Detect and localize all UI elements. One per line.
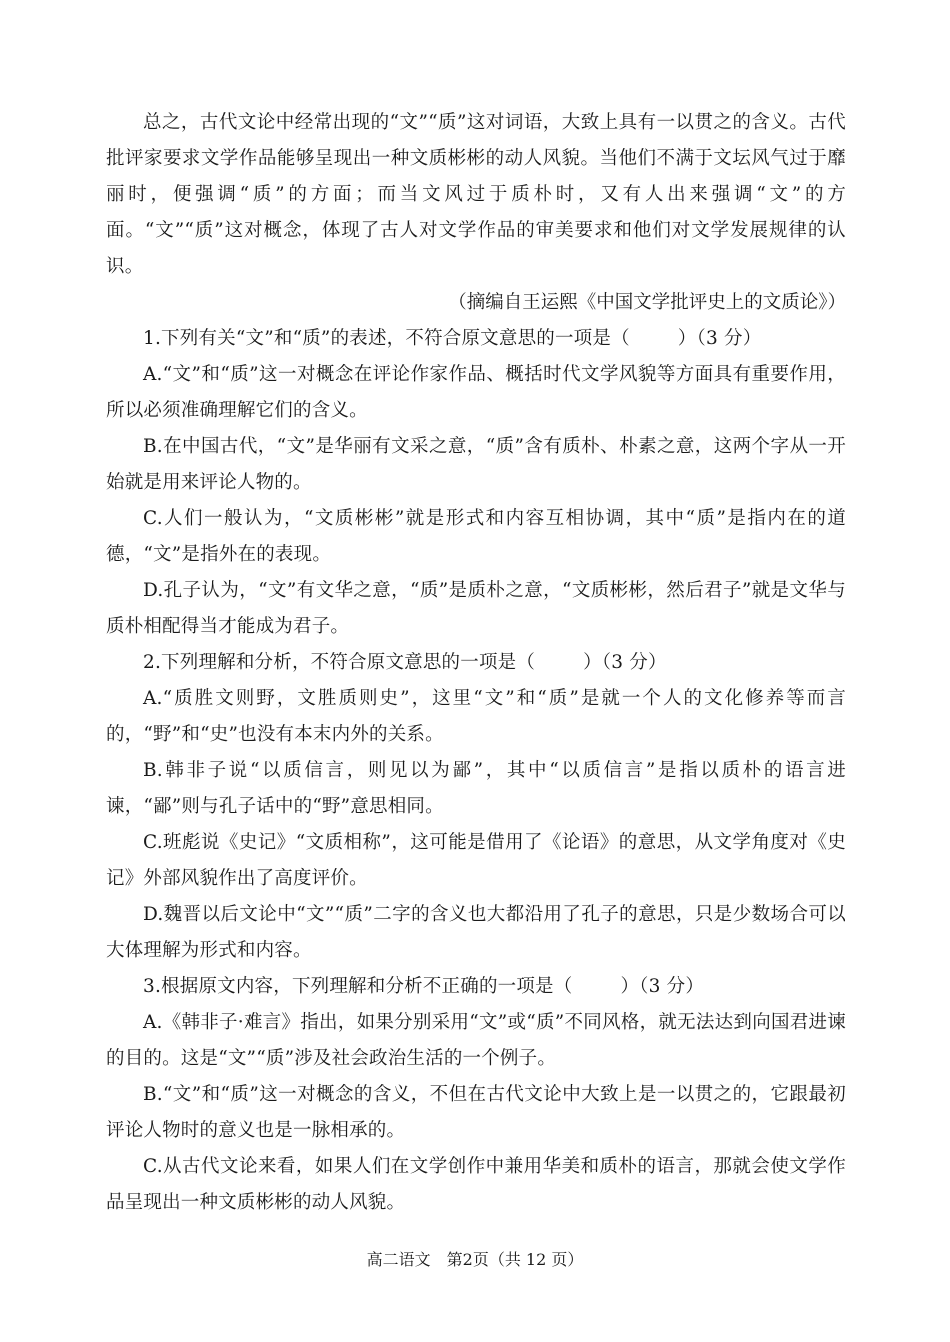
question-1-option-c: C.人们一般认为，“文质彬彬”就是形式和内容互相协调，其中“质”是指内在的道德，“文”是指外在的表现。	[106, 508, 846, 565]
question-3-score: ）（3 分）	[620, 976, 705, 997]
question-1-option-b: B.在中国古代，“文”是华丽有文采之意，“质”含有质朴、朴素之意，这两个字从一开始就是用来评论人物的。	[106, 436, 846, 493]
question-1-stem	[106, 321, 846, 357]
question-2-option-b: B.韩非子说“以质信言，则见以为鄙”，其中“以质信言”是指以质朴的语言进谏，“鄙”则与孔子话中的“野”意思相同。	[106, 760, 846, 817]
question-2-stem	[106, 645, 846, 681]
question-3-option-c: C.从古代文论来看，如果人们在文学创作中兼用华美和质朴的语言，那就会使文学作品呈现出一种文质彬彬的动人风貌。	[106, 1156, 846, 1213]
question-3-option-a: A.《韩非子·难言》指出，如果分别采用“文”或“质”不同风格，就无法达到向国君进谏的目的。这是“文”“质”涉及社会政治生活的一个例子。	[106, 1012, 846, 1069]
question-2-option-a: A.“质胜文则野，文胜质则史”，这里“文”和“质”是就一个人的文化修养等而言的，“野”和“史”也没有本末内外的关系。	[106, 688, 846, 745]
question-3-stem-text: 3.根据原文内容，下列理解和分析不正确的一项是（	[143, 976, 573, 997]
passage-conclusion: 总之，古代文论中经常出现的“文”“质”这对词语，大致上具有一以贯之的含义。古代批评家要求文学作品能够呈现出一种文质彬彬的动人风貌。当他们不满于文坛风气过于靡丽时，便强调“质”的方面；而当文风过于质朴时，又有人出来强调“文”的方面。“文”“质”这对概念，体现了古人对文学作品的审美要求和他们对文学发展规律的认识。	[106, 112, 846, 277]
question-2-option-c: C.班彪说《史记》“文质相称”，这可能是借用了《论语》的意思，从文学角度对《史记》外部风貌作出了高度评价。	[106, 832, 846, 889]
question-1-option-a: A.“文”和“质”这一对概念在评论作家作品、概括时代文学风貌等方面具有重要作用，所以必须准确理解它们的含义。	[106, 364, 846, 421]
question-1-option-d: D.孔子认为，“文”有文华之意，“质”是质朴之意，“文质彬彬，然后君子”就是文华与质朴相配得当才能成为君子。	[106, 580, 846, 637]
page-footer: 高二语文 第2页（共 12 页）	[366, 1250, 584, 1269]
question-1-stem-text: 1.下列有关“文”和“质”的表述，不符合原文意思的一项是（	[143, 328, 630, 349]
question-2-stem-text: 2.下列理解和分析，不符合原文意思的一项是（	[143, 652, 536, 673]
passage-source: （摘编自王运熙《中国文学批评史上的文质论》）	[448, 292, 846, 313]
question-2-score: ）（3 分）	[583, 652, 667, 673]
exam-page-body	[106, 105, 846, 1221]
question-3-stem	[106, 969, 846, 1005]
question-1-score: ）（3 分）	[677, 328, 762, 349]
question-2-option-d: D.魏晋以后文论中“文”“质”二字的含义也大都沿用了孔子的意思，只是少数场合可以大体理解为形式和内容。	[106, 904, 846, 961]
question-3-option-b: B.“文”和“质”这一对概念的含义，不但在古代文论中大致上是一以贯之的，它跟最初评论人物时的意义也是一脉相承的。	[106, 1084, 846, 1141]
